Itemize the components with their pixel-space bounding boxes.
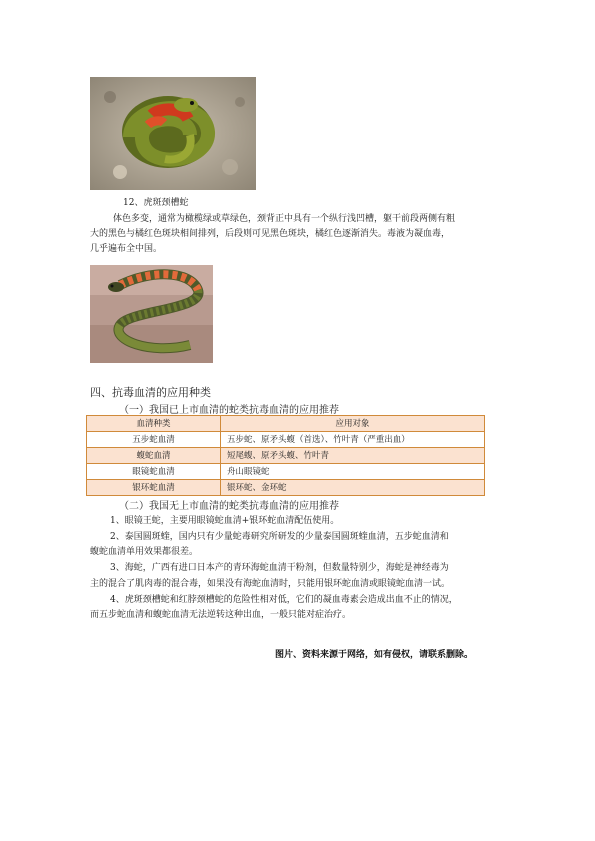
- recommendation-line-2: 2、泰国圆斑蝰，国内只有少量蛇毒研究所研发的少量泰国圆斑蝰血清，五步蛇血清和: [110, 532, 449, 542]
- serum-cell: 蝮蛇血清: [87, 448, 221, 464]
- table-row: [87, 432, 485, 448]
- serum-table: [86, 415, 485, 496]
- table-header-serum: 血清种类: [87, 416, 221, 432]
- targets-cell: 五步蛇、原矛头蝮（首选）、竹叶青（严重出血）: [221, 432, 485, 448]
- recommendation-line-3: 蝮蛇血清单用效果都很差。: [90, 547, 199, 557]
- table-row: [87, 448, 485, 464]
- table-row: [87, 464, 485, 480]
- targets-cell: 短尾蝮、原矛头蝮、竹叶青: [221, 448, 485, 464]
- recommendation-line-1: 1、眼镜王蛇，主要用眼镜蛇血清+银环蛇血清配伍使用。: [110, 516, 340, 526]
- subsection-2-title: （二）我国无上市血清的蛇类抗毒血清的应用推荐: [119, 501, 339, 512]
- subsection-1-title: （一）我国已上市血清的蛇类抗毒血清的应用推荐: [119, 405, 339, 416]
- table-header-row: [87, 416, 485, 432]
- snake-photo-striped: [90, 265, 213, 363]
- serum-cell: 眼镜蛇血清: [87, 464, 221, 480]
- table-row: [87, 480, 485, 496]
- snake-photo-coiled: [90, 77, 256, 190]
- recommendation-line-6: 4、虎斑颈槽蛇和红脖颈槽蛇的危险性相对低，它们的凝血毒素会造成出血不止的情况，: [110, 595, 458, 605]
- species-caption: 12、虎斑颈槽蛇: [123, 198, 189, 208]
- targets-cell: 舟山眼镜蛇: [221, 464, 485, 480]
- species-desc-line-1: 体色多变，通常为橄榄绿或草绿色，颈背正中具有一个纵行浅凹槽，躯干前段两侧有粗: [113, 214, 456, 224]
- copyright-notice: 图片、资料来源于网络，如有侵权，请联系删除。: [275, 650, 474, 660]
- recommendation-line-4: 3、海蛇，广西有进口日本产的青环海蛇血清干粉剂，但数量特别少，海蛇是神经毒为: [110, 563, 449, 573]
- recommendation-line-7: 而五步蛇血清和蝮蛇血清无法逆转这种出血，一般只能对症治疗。: [90, 610, 352, 620]
- recommendation-line-5: 主的混合了肌肉毒的混合毒，如果没有海蛇血清时，只能用银环蛇血清或眼镜蛇血清一试。: [90, 579, 451, 589]
- species-desc-line-2: 大的黑色与橘红色斑块相间排列，后段则可见黑色斑块，橘红色逐渐消失。毒液为凝血毒，: [90, 229, 451, 239]
- table-header-targets: 应用对象: [221, 416, 485, 432]
- section-title: 四、抗毒血清的应用种类: [90, 386, 211, 399]
- serum-cell: 五步蛇血清: [87, 432, 221, 448]
- targets-cell: 银环蛇、金环蛇: [221, 480, 485, 496]
- serum-cell: 银环蛇血清: [87, 480, 221, 496]
- species-desc-line-3: 几乎遍布全中国。: [90, 244, 163, 254]
